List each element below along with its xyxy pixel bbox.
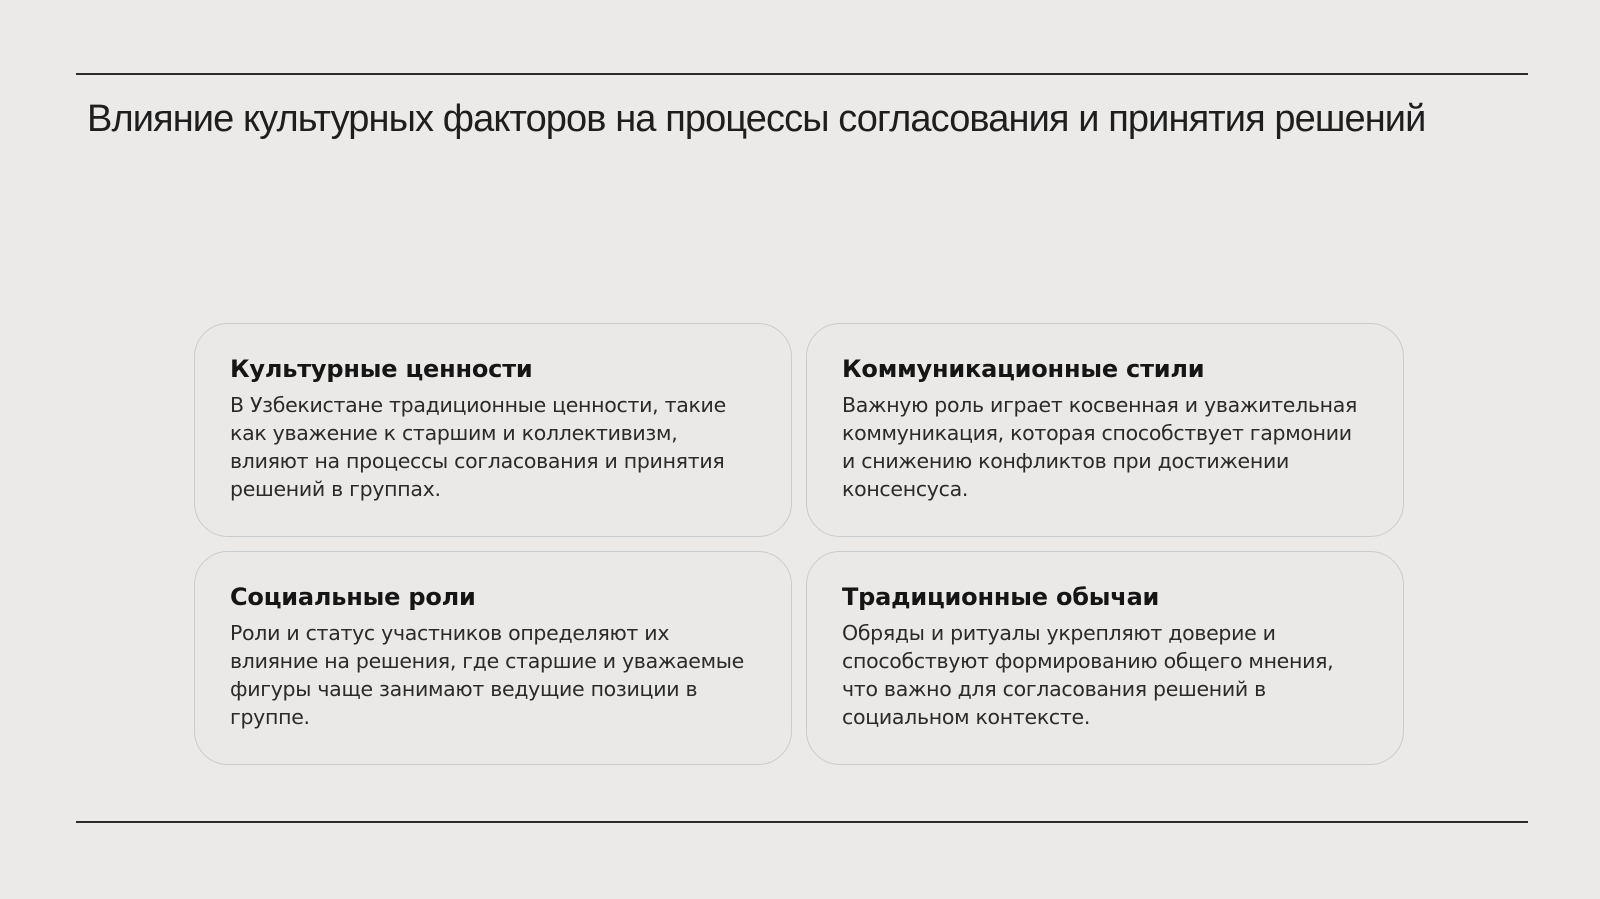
card-text: Обряды и ритуалы укрепляют доверие и способствуют формированию общего мнения, что важно для согласования решений в социальном контексте. — [842, 621, 1334, 729]
card-social-roles — [194, 551, 792, 765]
card-heading: Традиционные обычаи — [842, 583, 1160, 611]
card-text: В Узбекистане традиционные ценности, такие как уважение к старшим и коллективизм, влияют на процессы согласования и принятия решений в группах. — [230, 393, 726, 501]
card-communication-styles — [806, 323, 1404, 537]
card-text: Важную роль играет косвенная и уважительная коммуникация, которая способствует гармонии и снижению конфликтов при достижении консенсуса. — [842, 393, 1358, 501]
top-divider — [76, 73, 1528, 75]
card-cultural-values — [194, 323, 792, 537]
card-traditional-customs — [806, 551, 1404, 765]
card-heading: Социальные роли — [230, 583, 476, 611]
bottom-divider — [76, 821, 1528, 823]
slide-title: Влияние культурных факторов на процессы согласования и принятия решений — [87, 98, 1426, 140]
card-text: Роли и статус участников определяют их влияние на решения, где старшие и уважаемые фигуры чаще занимают ведущие позиции в группе. — [230, 621, 744, 729]
card-heading: Коммуникационные стили — [842, 355, 1205, 383]
card-heading: Культурные ценности — [230, 355, 533, 383]
